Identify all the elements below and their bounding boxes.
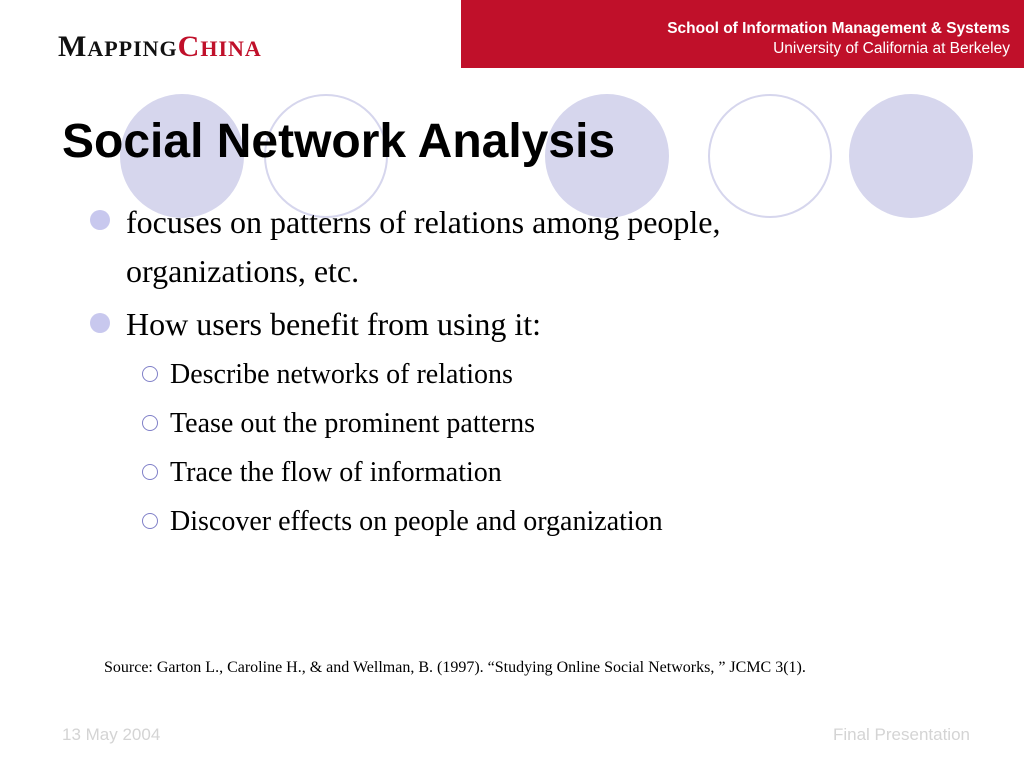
header-band	[461, 0, 1024, 68]
footer-date: 13 May 2004	[62, 725, 161, 744]
decor-circle-filled-3	[849, 94, 973, 218]
logo-initial-c: C	[177, 30, 201, 63]
header-school-name: School of Information Management & Systems	[667, 20, 1010, 37]
sub-bullet-ring-icon	[142, 415, 158, 431]
sub-bullet-ring-icon	[142, 513, 158, 529]
mappingchina-logo	[58, 30, 262, 64]
header-university-name: University of California at Berkeley	[773, 40, 1010, 57]
sub-bullet-text-2: Tease out the prominent patterns	[170, 408, 536, 439]
sub-bullet-ring-icon	[142, 464, 158, 480]
sub-bullet-text-3: Trace the flow of information	[170, 457, 502, 488]
bullet-text-2: How users benefit from using it:	[126, 306, 542, 342]
logo-initial-m: M	[58, 30, 88, 63]
footer-presentation-label: Final Presentation	[832, 725, 970, 744]
bullet-dot-icon	[90, 210, 110, 230]
bullet-text-1: focuses on patterns of relations among people, organizations, etc.	[126, 204, 721, 289]
sub-bullet-text-1: Describe networks of relations	[170, 359, 513, 390]
slide-title: Social Network Analysis	[62, 115, 616, 168]
sub-bullet-text-4: Discover effects on people and organization	[170, 506, 663, 537]
bullet-dot-icon	[90, 313, 110, 333]
logo-word-china: HINA	[200, 36, 262, 61]
sub-bullet-ring-icon	[142, 366, 158, 382]
logo-word-mapping: APPING	[87, 36, 178, 61]
source-citation: Source: Garton L., Caroline H., & and Wellman, B. (1997). “Studying Online Social Networks, ” JCMC 3(1).	[104, 659, 806, 676]
